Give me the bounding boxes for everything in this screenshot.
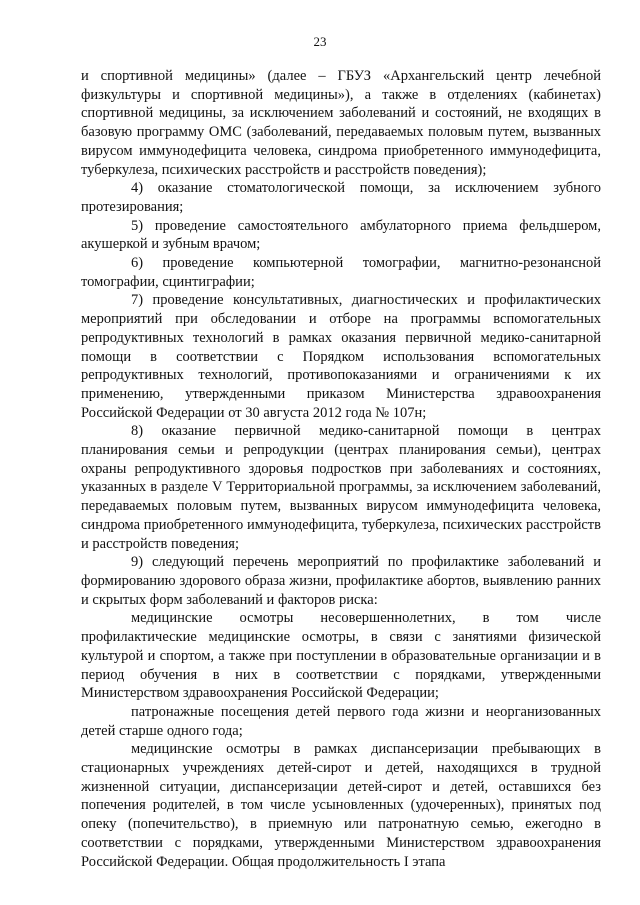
paragraph-dispensary-exams: медицинские осмотры в рамках диспансеризации пребывающих в стационарных учреждениях детей-сирот и детей, находящихся в трудной жизненной ситуации, диспансеризации детей-сирот и детей, оставшихся без попечения родителей, в том числе усыновленных (удочеренных), принятых под опеку (попечительство), в приемную или патронатную семью, ежегодно в соответствии с порядками, утвержденными Министерством здравоохранения Российской Федерации. Общая продолжительность I этапа	[81, 741, 601, 870]
paragraph-item-5: 5) проведение самостоятельного амбулаторного приема фельдшером, акушеркой и зубным врачом;	[81, 217, 601, 253]
document-body	[81, 67, 601, 871]
paragraph-patronage-visits: патронажные посещения детей первого года жизни и неорганизованных детей старше одного года;	[81, 703, 601, 739]
paragraph-continuation: и спортивной медицины» (далее – ГБУЗ «Архангельский центр лечебной физкультуры и спортивной медицины»), а также в отделениях (кабинетах) спортивной медицины, за исключением заболеваний и состояний, не входящих в базовую программу ОМС (заболеваний, передаваемых половым путем, вызванных вирусом иммунодефицита человека, синдрома приобретенного иммунодефицита, туберкулеза, психических расстройств и расстройств поведения);	[81, 68, 601, 178]
paragraph-item-6: 6) проведение компьютерной томографии, магнитно-резонансной томографии, сцинтиграфии;	[81, 255, 601, 290]
paragraph-medical-exams-minors: медицинские осмотры несовершеннолетних, в том числе профилактические медицинские осмотры, в связи с занятиями физической культурой и спортом, а также при поступлении в образовательные организации и в период обучения в них в соответствии с порядками, утвержденными Министерством здравоохранения Российской Федерации;	[81, 610, 601, 702]
paragraph-item-4: 4) оказание стоматологической помощи, за исключением зубного протезирования;	[81, 180, 601, 215]
paragraph-item-7: 7) проведение консультативных, диагностических и профилактических мероприятий при обследовании и отборе на программы вспомогательных репродуктивных технологий в рамках оказания первичной медико-санитарной помощи в соответствии с Порядком использования вспомогательных репродуктивных технологий, противопоказаниями и ограничениями к их применению, утвержденными приказом Министерства здравоохранения Российской Федерации от 30 августа 2012 года № 107н;	[81, 292, 601, 421]
paragraph-item-8: 8) оказание первичной медико-санитарной помощи в центрах планирования семьи и репродукции (центрах планирования семьи), центрах охраны репродуктивного здоровья подростков при заболеваниях и состояниях, указанных в разделе V Территориальной программы, за исключением заболеваний, передаваемых половым путем, вызванных вирусом иммунодефицита человека, синдрома приобретенного иммунодефицита, туберкулеза, психических расстройств и расстройств поведения;	[81, 423, 601, 552]
page-number: 23	[313, 34, 327, 49]
paragraph-item-9: 9) следующий перечень мероприятий по профилактике заболеваний и формированию здорового образа жизни, профилактике абортов, выявлению ранних и скрытых форм заболеваний и факторов риска:	[81, 554, 601, 608]
